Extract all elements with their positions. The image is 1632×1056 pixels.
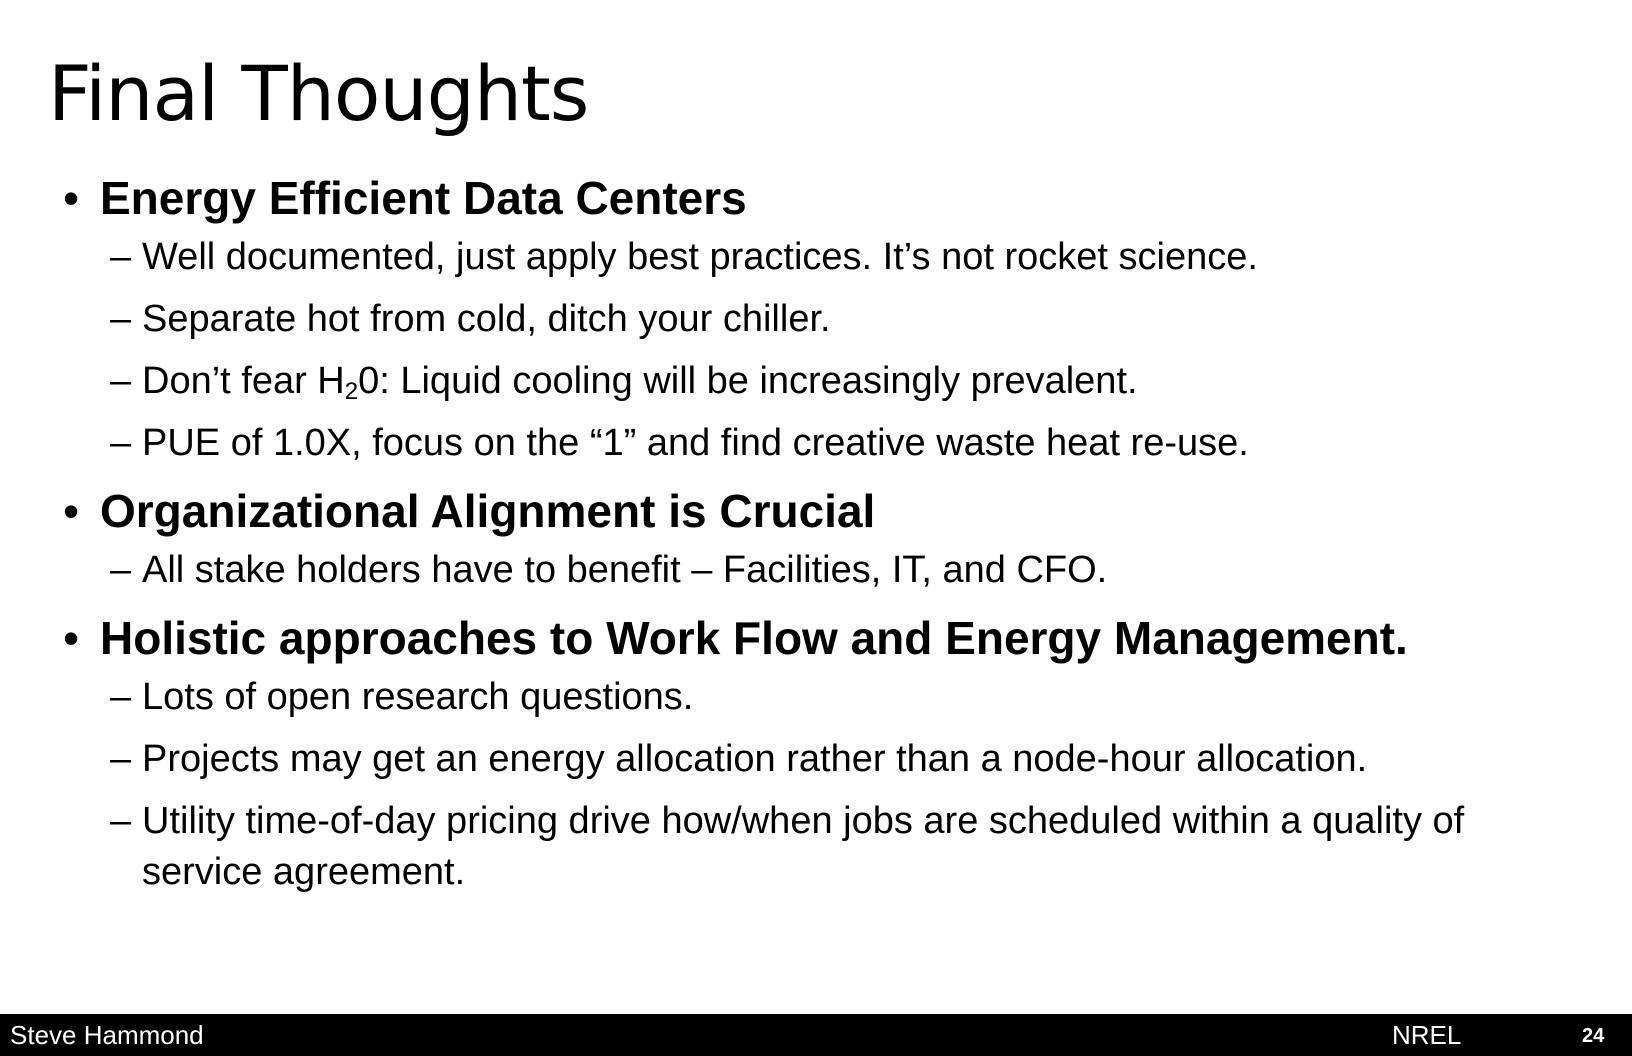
bullet-energy-efficient-data-centers	[0, 168, 1632, 228]
footer-bar	[0, 1014, 1632, 1056]
dash-icon: –	[110, 236, 132, 278]
slide-content	[0, 168, 1632, 898]
sub-item-text-after: 0: Liquid cooling will be increasingly prevalent.	[358, 360, 1138, 402]
sub-item-text: Well documented, just apply best practices. It’s not rocket science.	[142, 236, 1258, 278]
sub-item-text: Utility time-of-day pricing drive how/when jobs are scheduled within a quality of service agreement.	[142, 800, 1465, 893]
bullet-point-icon: •	[63, 485, 80, 537]
subscript-two: 2	[344, 378, 359, 405]
bullet-organizational-alignment	[0, 481, 1632, 541]
bullet-heading: Organizational Alignment is Crucial	[100, 485, 876, 537]
organization-name: NREL	[1392, 1020, 1462, 1050]
bullet-point-icon: •	[63, 612, 80, 664]
presenter-name: Steve Hammond	[10, 1020, 204, 1050]
bullet-heading: Energy Efficient Data Centers	[100, 172, 747, 224]
sub-item-text: Projects may get an energy allocation rather than a node-hour allocation.	[142, 738, 1368, 780]
sub-item	[0, 796, 1632, 898]
bullet-point-icon: •	[63, 172, 80, 224]
dash-icon: –	[110, 800, 132, 842]
bullet-heading: Holistic approaches to Work Flow and Energy Management.	[100, 612, 1408, 664]
dash-icon: –	[110, 360, 132, 402]
sub-item-text: All stake holders have to benefit – Facilities, IT, and CFO.	[142, 549, 1108, 591]
sub-item	[0, 356, 1632, 407]
page-number: 24	[1582, 1025, 1605, 1047]
bullet-holistic-approaches	[0, 608, 1632, 668]
sub-item-text: PUE of 1.0X, focus on the “1” and find creative waste heat re-use.	[142, 422, 1249, 464]
dash-icon: –	[110, 549, 132, 591]
slide-title: Final Thoughts	[48, 49, 589, 138]
sub-item-text: Separate hot from cold, ditch your chiller.	[142, 298, 831, 340]
sub-item	[0, 418, 1632, 469]
dash-icon: –	[110, 298, 132, 340]
sub-item-text-before: Don’t fear H	[142, 360, 345, 402]
sub-item	[0, 734, 1632, 785]
dash-icon: –	[110, 422, 132, 464]
sub-item	[0, 545, 1632, 596]
sub-item	[0, 672, 1632, 723]
sub-item	[0, 232, 1632, 283]
sub-item-text: Lots of open research questions.	[142, 676, 694, 718]
sub-item	[0, 294, 1632, 345]
dash-icon: –	[110, 676, 132, 718]
dash-icon: –	[110, 738, 132, 780]
